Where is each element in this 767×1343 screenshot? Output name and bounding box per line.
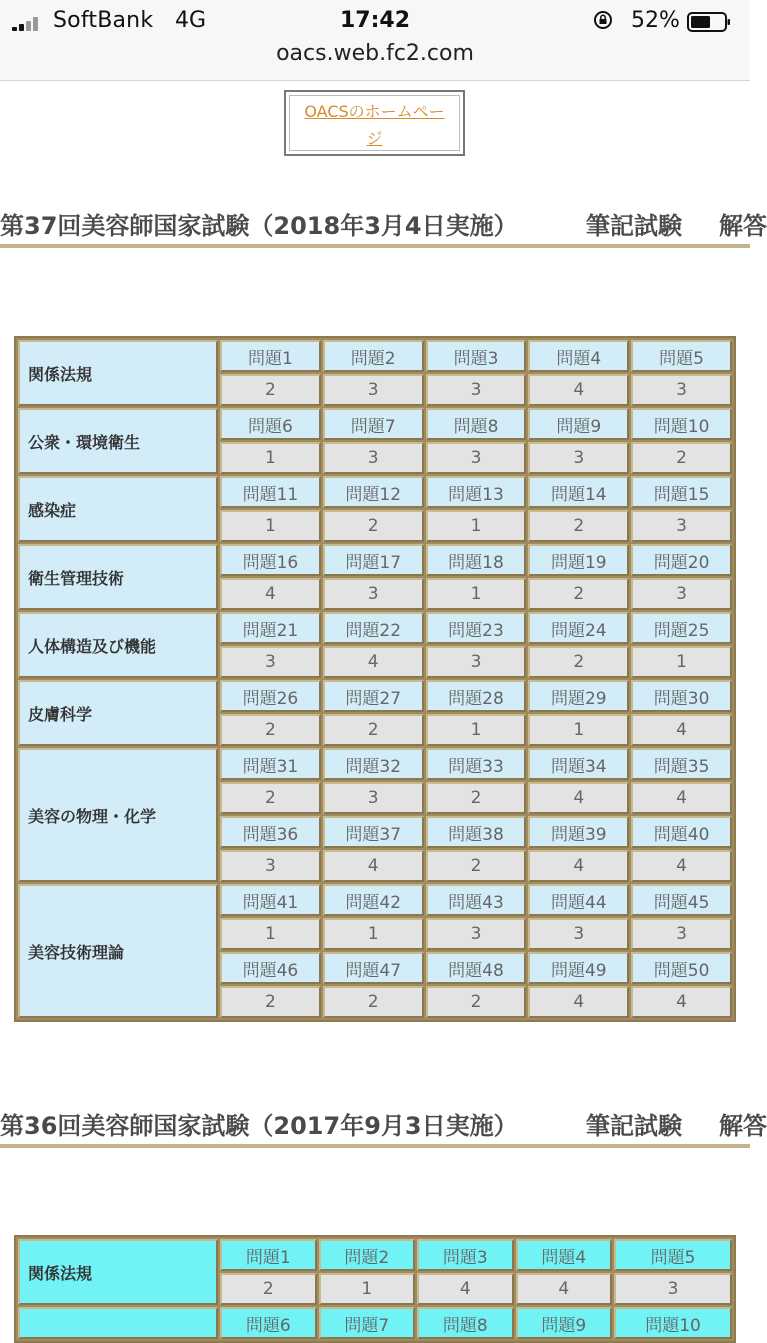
question-number-cell: 問題3 bbox=[426, 340, 527, 372]
question-number-cell: 問題14 bbox=[528, 476, 629, 508]
answer-cell: 4 bbox=[516, 1273, 613, 1305]
exam36-answer-table bbox=[14, 1235, 736, 1343]
question-number-cell: 問題26 bbox=[220, 680, 321, 712]
category-cell: 皮膚科学 bbox=[18, 680, 218, 746]
exam37-subtitle: 筆記試験 bbox=[586, 212, 682, 240]
answer-cell: 3 bbox=[426, 442, 527, 474]
carrier-name: SoftBank bbox=[53, 8, 154, 33]
answer-cell: 1 bbox=[426, 510, 527, 542]
answer-cell: 3 bbox=[614, 1273, 732, 1305]
question-number-cell: 問題15 bbox=[631, 476, 732, 508]
question-number-cell: 問題48 bbox=[426, 952, 527, 984]
answer-cell: 3 bbox=[323, 782, 424, 814]
answer-cell: 3 bbox=[528, 918, 629, 950]
question-number-cell: 問題47 bbox=[323, 952, 424, 984]
question-number-cell: 問題1 bbox=[220, 1239, 317, 1271]
question-number-cell: 問題31 bbox=[220, 748, 321, 780]
question-number-cell: 問題45 bbox=[631, 884, 732, 916]
question-number-cell: 問題18 bbox=[426, 544, 527, 576]
question-row bbox=[18, 544, 732, 576]
question-number-cell: 問題4 bbox=[528, 340, 629, 372]
question-row bbox=[18, 884, 732, 916]
question-number-cell: 問題35 bbox=[631, 748, 732, 780]
exam36-trailing: 解答 bbox=[719, 1112, 767, 1140]
answer-cell: 2 bbox=[631, 442, 732, 474]
question-number-cell: 問題13 bbox=[426, 476, 527, 508]
question-number-cell: 問題22 bbox=[323, 612, 424, 644]
question-number-cell: 問題10 bbox=[631, 408, 732, 440]
answer-cell: 4 bbox=[631, 850, 732, 882]
answer-cell: 4 bbox=[528, 986, 629, 1018]
question-number-cell: 問題50 bbox=[631, 952, 732, 984]
answer-cell: 1 bbox=[426, 578, 527, 610]
question-number-cell: 問題33 bbox=[426, 748, 527, 780]
answer-cell: 3 bbox=[426, 374, 527, 406]
answer-cell: 1 bbox=[220, 918, 321, 950]
question-number-cell: 問題2 bbox=[319, 1239, 416, 1271]
question-number-cell: 問題10 bbox=[614, 1307, 732, 1339]
question-number-cell: 問題12 bbox=[323, 476, 424, 508]
question-number-cell: 問題4 bbox=[516, 1239, 613, 1271]
answer-cell: 2 bbox=[528, 510, 629, 542]
question-number-cell: 問題30 bbox=[631, 680, 732, 712]
answer-cell: 1 bbox=[323, 918, 424, 950]
status-bar bbox=[0, 0, 750, 81]
question-number-cell: 問題19 bbox=[528, 544, 629, 576]
answer-cell: 1 bbox=[220, 442, 321, 474]
answer-cell: 3 bbox=[631, 918, 732, 950]
answer-cell: 2 bbox=[220, 986, 321, 1018]
question-number-cell: 問題21 bbox=[220, 612, 321, 644]
answer-cell: 3 bbox=[220, 850, 321, 882]
question-number-cell: 問題25 bbox=[631, 612, 732, 644]
answer-cell: 3 bbox=[631, 374, 732, 406]
answer-cell: 2 bbox=[220, 714, 321, 746]
answer-cell: 2 bbox=[220, 1273, 317, 1305]
question-number-cell: 問題8 bbox=[426, 408, 527, 440]
category-cell: 人体構造及び機能 bbox=[18, 612, 218, 678]
answer-cell: 2 bbox=[528, 578, 629, 610]
question-number-cell: 問題24 bbox=[528, 612, 629, 644]
question-number-cell: 問題5 bbox=[631, 340, 732, 372]
answer-cell: 3 bbox=[426, 918, 527, 950]
homepage-link-label-line2[interactable]: ジ bbox=[366, 129, 383, 148]
question-row bbox=[18, 1239, 732, 1271]
question-number-cell: 問題39 bbox=[528, 816, 629, 848]
answer-cell: 2 bbox=[323, 510, 424, 542]
exam36-title: 第36回美容師国家試験（2017年9月3日実施） bbox=[0, 1112, 518, 1140]
answer-cell: 2 bbox=[323, 714, 424, 746]
answer-cell: 4 bbox=[220, 578, 321, 610]
question-number-cell: 問題11 bbox=[220, 476, 321, 508]
category-cell: 感染症 bbox=[18, 476, 218, 542]
question-number-cell: 問題44 bbox=[528, 884, 629, 916]
question-number-cell: 問題34 bbox=[528, 748, 629, 780]
homepage-link-label-line1[interactable]: OACSのホームペー bbox=[304, 102, 445, 121]
question-row bbox=[18, 612, 732, 644]
question-number-cell: 問題28 bbox=[426, 680, 527, 712]
question-number-cell: 問題17 bbox=[323, 544, 424, 576]
address-bar-url[interactable]: oacs.web.fc2.com bbox=[276, 41, 474, 66]
network-type: 4G bbox=[175, 8, 207, 33]
question-number-cell: 問題40 bbox=[631, 816, 732, 848]
category-cell bbox=[18, 1307, 218, 1339]
question-number-cell: 問題41 bbox=[220, 884, 321, 916]
question-row bbox=[18, 476, 732, 508]
question-number-cell: 問題49 bbox=[528, 952, 629, 984]
exam36-heading bbox=[0, 1098, 767, 1148]
question-number-cell: 問題6 bbox=[220, 1307, 317, 1339]
battery-icon bbox=[687, 12, 731, 32]
question-number-cell: 問題7 bbox=[323, 408, 424, 440]
answer-cell: 4 bbox=[417, 1273, 514, 1305]
answer-cell: 2 bbox=[220, 782, 321, 814]
question-number-cell: 問題36 bbox=[220, 816, 321, 848]
question-number-cell: 問題20 bbox=[631, 544, 732, 576]
answer-cell: 1 bbox=[319, 1273, 416, 1305]
category-cell: 衛生管理技術 bbox=[18, 544, 218, 610]
battery-percentage: 52% bbox=[631, 8, 680, 33]
question-number-cell: 問題42 bbox=[323, 884, 424, 916]
question-number-cell: 問題1 bbox=[220, 340, 321, 372]
answer-cell: 4 bbox=[323, 850, 424, 882]
answer-cell: 1 bbox=[528, 714, 629, 746]
answer-cell: 4 bbox=[631, 986, 732, 1018]
question-number-cell: 問題38 bbox=[426, 816, 527, 848]
homepage-link[interactable] bbox=[289, 95, 460, 151]
question-number-cell: 問題27 bbox=[323, 680, 424, 712]
question-row bbox=[18, 1307, 732, 1339]
question-number-cell: 問題3 bbox=[417, 1239, 514, 1271]
answer-cell: 2 bbox=[426, 782, 527, 814]
category-cell: 公衆・環境衛生 bbox=[18, 408, 218, 474]
answer-cell: 3 bbox=[528, 442, 629, 474]
answer-cell: 2 bbox=[323, 986, 424, 1018]
question-row bbox=[18, 748, 732, 780]
question-number-cell: 問題29 bbox=[528, 680, 629, 712]
question-number-cell: 問題16 bbox=[220, 544, 321, 576]
answer-cell: 1 bbox=[220, 510, 321, 542]
answer-cell: 4 bbox=[631, 782, 732, 814]
exam37-title: 第37回美容師国家試験（2018年3月4日実施） bbox=[0, 212, 518, 240]
question-number-cell: 問題5 bbox=[614, 1239, 732, 1271]
clock: 17:42 bbox=[339, 8, 411, 33]
question-row bbox=[18, 680, 732, 712]
answer-cell: 3 bbox=[323, 578, 424, 610]
category-cell: 美容の物理・化学 bbox=[18, 748, 218, 882]
category-cell: 美容技術理論 bbox=[18, 884, 218, 1018]
question-number-cell: 問題6 bbox=[220, 408, 321, 440]
answer-cell: 3 bbox=[220, 646, 321, 678]
question-number-cell: 問題46 bbox=[220, 952, 321, 984]
homepage-link-box[interactable] bbox=[284, 90, 465, 156]
answer-cell: 4 bbox=[528, 850, 629, 882]
question-number-cell: 問題37 bbox=[323, 816, 424, 848]
exam37-trailing: 解答 bbox=[719, 212, 767, 240]
question-number-cell: 問題8 bbox=[417, 1307, 514, 1339]
answer-cell: 3 bbox=[323, 442, 424, 474]
answer-cell: 1 bbox=[426, 714, 527, 746]
answer-cell: 2 bbox=[528, 646, 629, 678]
answer-cell: 3 bbox=[323, 374, 424, 406]
question-number-cell: 問題43 bbox=[426, 884, 527, 916]
answer-cell: 4 bbox=[323, 646, 424, 678]
question-number-cell: 問題7 bbox=[319, 1307, 416, 1339]
answer-cell: 2 bbox=[426, 986, 527, 1018]
exam37-answer-table bbox=[14, 336, 736, 1022]
category-cell: 関係法規 bbox=[18, 340, 218, 406]
answer-cell: 2 bbox=[426, 850, 527, 882]
question-number-cell: 問題9 bbox=[528, 408, 629, 440]
answer-cell: 3 bbox=[631, 578, 732, 610]
answer-cell: 2 bbox=[220, 374, 321, 406]
question-row bbox=[18, 408, 732, 440]
rotation-lock-icon bbox=[593, 10, 613, 30]
answer-cell: 4 bbox=[528, 374, 629, 406]
answer-cell: 3 bbox=[426, 646, 527, 678]
question-number-cell: 問題23 bbox=[426, 612, 527, 644]
exam36-subtitle: 筆記試験 bbox=[586, 1112, 682, 1140]
question-row bbox=[18, 340, 732, 372]
question-number-cell: 問題32 bbox=[323, 748, 424, 780]
exam37-heading bbox=[0, 198, 767, 248]
answer-cell: 4 bbox=[528, 782, 629, 814]
question-number-cell: 問題2 bbox=[323, 340, 424, 372]
question-number-cell: 問題9 bbox=[516, 1307, 613, 1339]
answer-cell: 1 bbox=[631, 646, 732, 678]
answer-cell: 4 bbox=[631, 714, 732, 746]
category-cell: 関係法規 bbox=[18, 1239, 218, 1305]
answer-cell: 3 bbox=[631, 510, 732, 542]
